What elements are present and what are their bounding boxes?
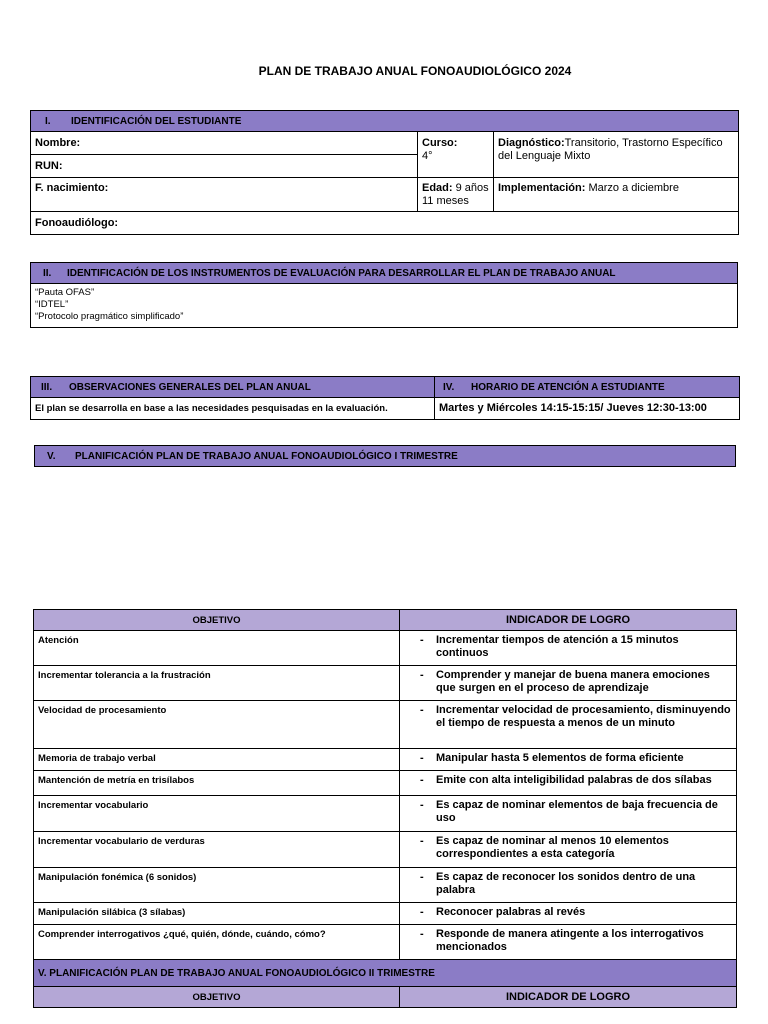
section-1-header: I. IDENTIFICACIÓN DEL ESTUDIANTE <box>31 111 739 132</box>
table-row <box>34 771 737 796</box>
indicador-cell: - Responde de manera atingente a los interrogativos mencionados <box>400 925 737 960</box>
section-5-table <box>34 445 736 467</box>
diagnostico-cell <box>494 132 739 178</box>
table-row <box>34 903 737 925</box>
schedule-text: Martes y Miércoles 14:15-15:15/ Jueves 12:30-13:00 <box>435 398 740 420</box>
curso-value: 4° <box>422 150 433 162</box>
instrument-item: “Protocolo pragmático simplificado” <box>35 311 184 322</box>
indicador-column-header-2: INDICADOR DE LOGRO <box>400 987 737 1008</box>
implementacion-label: Implementación: <box>498 182 586 194</box>
nombre-label: Nombre: <box>31 132 418 155</box>
objetivo-cell: Mantención de metría en trisílabos <box>34 771 400 796</box>
edad-cell <box>418 178 494 212</box>
table-row <box>34 832 737 868</box>
objetivo-cell: Incrementar vocabulario <box>34 796 400 832</box>
objetivo-column-header: OBJETIVO <box>34 610 400 631</box>
instruments-table <box>30 262 738 328</box>
indicador-column-header: INDICADOR DE LOGRO <box>400 610 737 631</box>
table-row <box>34 749 737 771</box>
objetivo-cell: Atención <box>34 631 400 666</box>
objetivo-cell: Manipulación silábica (3 sílabas) <box>34 903 400 925</box>
implementacion-cell <box>494 178 739 212</box>
objetivo-cell: Velocidad de procesamiento <box>34 701 400 749</box>
objetivo-cell: Incrementar vocabulario de verduras <box>34 832 400 868</box>
diagnostico-value: Transitorio, Trastorno Específico del Lenguaje Mixto <box>498 137 723 162</box>
objetivo-column-header-2: OBJETIVO <box>34 987 400 1008</box>
nacimiento-label: F. nacimiento: <box>31 178 418 212</box>
objetivo-cell: Incrementar tolerancia a la frustración <box>34 666 400 701</box>
curso-cell <box>418 132 494 178</box>
objetivo-cell: Comprender interrogativos ¿qué, quién, dónde, cuándo, cómo? <box>34 925 400 960</box>
table-row <box>34 796 737 832</box>
objetivo-cell: Manipulación fonémica (6 sonidos) <box>34 868 400 903</box>
observations-schedule-table <box>30 376 740 420</box>
table-row <box>34 666 737 701</box>
run-label: RUN: <box>31 155 418 178</box>
indicador-cell: - Incrementar tiempos de atención a 15 minutos continuos <box>400 631 737 666</box>
student-identification-table <box>30 110 739 235</box>
planning-table <box>33 609 737 1008</box>
indicador-cell: - Emite con alta inteligibilidad palabras de dos sílabas <box>400 771 737 796</box>
diagnostico-label: Diagnóstico: <box>498 137 565 149</box>
curso-label: Curso: <box>422 137 458 149</box>
observations-text: El plan se desarrolla en base a las necesidades pesquisadas en la evaluación. <box>31 398 435 420</box>
table-row <box>34 925 737 960</box>
document-title: PLAN DE TRABAJO ANUAL FONOAUDIOLÓGICO 2024 <box>258 64 572 78</box>
edad-value: 9 años 11 meses <box>422 182 489 207</box>
indicador-cell: - Es capaz de reconocer los sonidos dentro de una palabra <box>400 868 737 903</box>
indicador-cell: - Es capaz de nominar elementos de baja frecuencia de uso <box>400 796 737 832</box>
section-2-header: II. IDENTIFICACIÓN DE LOS INSTRUMENTOS DE EVALUACIÓN PARA DESARROLLAR EL PLAN DE TRABAJO ANUAL <box>31 263 738 284</box>
objetivo-cell: Memoria de trabajo verbal <box>34 749 400 771</box>
table-row <box>34 631 737 666</box>
section-5-header: V. PLANIFICACIÓN PLAN DE TRABAJO ANUAL FONOAUDIOLÓGICO I TRIMESTRE <box>35 446 736 467</box>
implementacion-value: Marzo a diciembre <box>588 182 679 194</box>
indicador-cell: - Comprender y manejar de buena manera emociones que surgen en el proceso de aprendizaje <box>400 666 737 701</box>
indicador-cell: - Reconocer palabras al revés <box>400 903 737 925</box>
indicador-cell: - Manipular hasta 5 elementos de forma eficiente <box>400 749 737 771</box>
indicador-cell: - Incrementar velocidad de procesamiento, disminuyendo el tiempo de respuesta a menos de un minuto <box>400 701 737 749</box>
instruments-list <box>31 284 738 328</box>
edad-label: Edad: <box>422 182 453 194</box>
table-row <box>34 701 737 749</box>
section-4-header: IV. HORARIO DE ATENCIÓN A ESTUDIANTE <box>435 377 740 398</box>
instrument-item: “IDTEL” <box>35 299 69 310</box>
instrument-item: “Pauta OFAS” <box>35 287 95 298</box>
section-5-trimestre-2-header: V. PLANIFICACIÓN PLAN DE TRABAJO ANUAL FONOAUDIOLÓGICO II TRIMESTRE <box>34 960 737 987</box>
indicador-cell: - Es capaz de nominar al menos 10 elementos correspondientes a esta categoría <box>400 832 737 868</box>
fonoaudiologo-label: Fonoaudiólogo: <box>31 212 739 235</box>
table-row <box>34 868 737 903</box>
section-3-header: III. OBSERVACIONES GENERALES DEL PLAN ANUAL <box>31 377 435 398</box>
